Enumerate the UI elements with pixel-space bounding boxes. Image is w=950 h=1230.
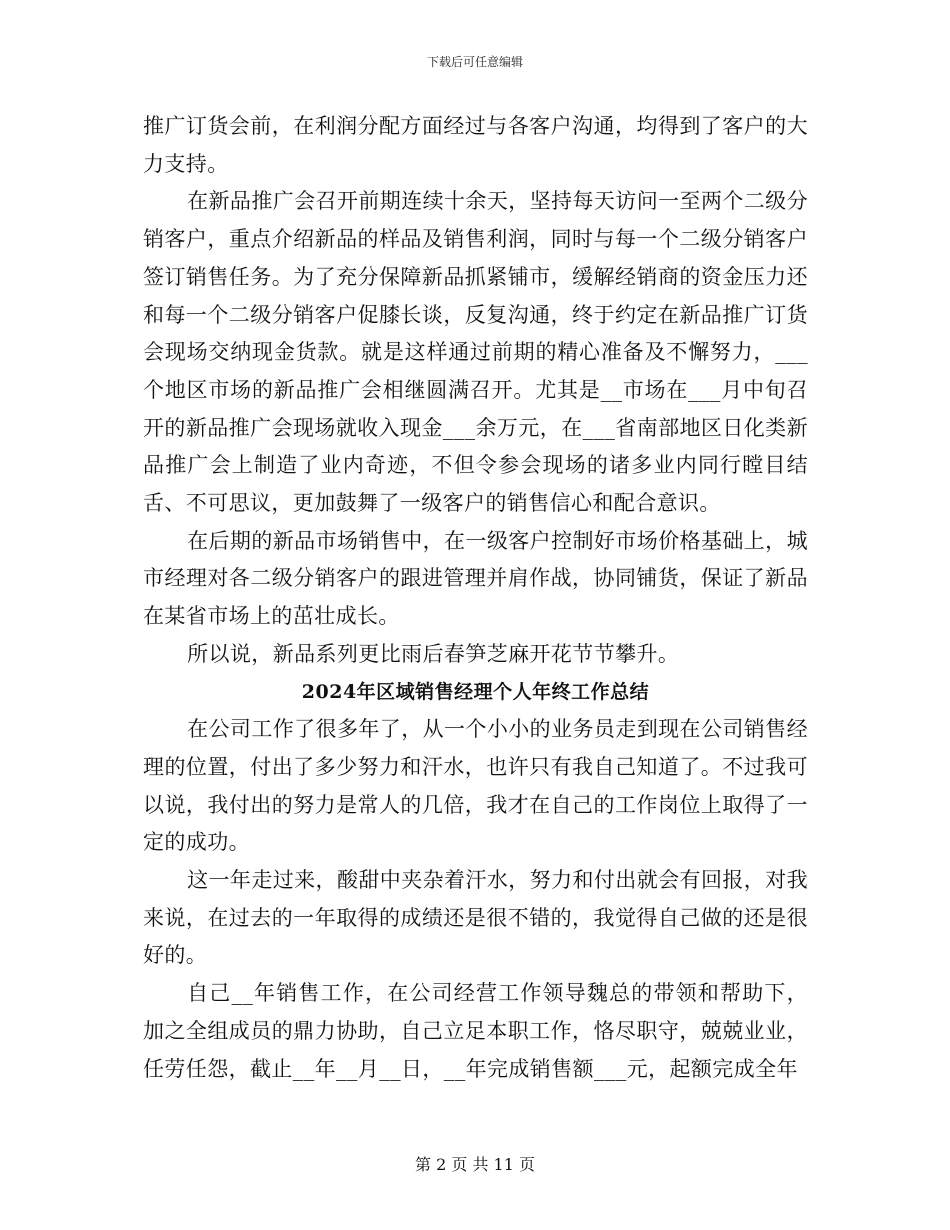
page-footer: 第 2 页 共 11 页	[415, 1155, 535, 1174]
paragraph-sales-work: 自己__年销售工作，在公司经营工作领导魏总的带领和帮助下，加之全组成员的鼎力协助，自己立足本职工作，恪尽职守，兢兢业业，任劳任怨，截止__年__月__日，__年完成销售额___元，起额完成全年	[143, 981, 808, 1081]
section-title: 2024年区域销售经理个人年终工作总结	[301, 680, 650, 703]
paragraph-conclusion: 所以说，新品系列更比雨后春笋芝麻开花节节攀升。	[187, 641, 680, 666]
paragraph-later-sales: 在后期的新品市场销售中，在一级客户控制好市场价格基础上，城市经理对各二级分销客户的跟进管理并肩作战，协同铺货，保证了新品在某省市场上的茁壮成长。	[143, 528, 808, 629]
page-header: 下载后可任意编辑	[426, 55, 523, 69]
paragraph-year-review: 这一年走过来，酸甜中夹杂着汗水，努力和付出就会有回报，对我来说，在过去的一年取得的成绩还是很不错的，我觉得自己做的还是很好的。	[143, 868, 808, 968]
paragraph-work-experience: 在公司工作了很多年了，从一个小小的业务员走到现在公司销售经理的位置，付出了多少努力和汗水，也许只有我自己知道了。不过我可以说，我付出的努力是常人的几倍，我才在自己的工作岗位上取得了一定的成功。	[143, 717, 808, 855]
paragraph-new-product-promotion: 在新品推广会召开前期连续十余天，坚持每天访问一至两个二级分销客户，重点介绍新品的样品及销售利润，同时与每一个二级分销客户签订销售任务。为了充分保障新品抓紧铺市，缓解经销商的资金压力还和每一个二级分销客户促膝长谈，反复沟通，终于约定在新品推广订货会现场交纳现金货款。就是这样通过前期的精心准备及不懈努力，___个地区市场的新品推广会相继圆满召开。尤其是__市场在___月中旬召开的新品推广会现场就收入现金___余万元，在___省南部地区日化类新品推广会上制造了业内奇迹，不但令参会现场的诸多业内同行瞠目结舌、不可思议，更加鼓舞了一级客户的销售信心和配合意识。	[143, 189, 808, 516]
paragraph-continued: 推广订货会前，在利润分配方面经过与各客户沟通，均得到了客户的大力支持。	[143, 114, 808, 176]
document-body	[143, 108, 808, 1088]
